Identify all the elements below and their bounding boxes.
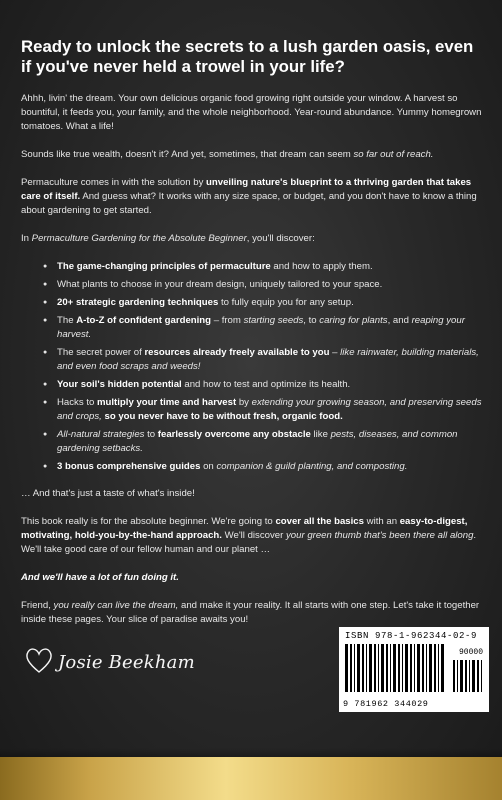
barcode-stripe xyxy=(405,644,408,692)
barcode-stripe xyxy=(438,644,439,692)
barcode-stripe xyxy=(481,660,482,692)
barcode-stripe xyxy=(472,660,475,692)
list-item: ● Hacks to multiply your time and harvest by extending your growing season, and preserving seeds and crops, so you never have to be without fresh, organic food. xyxy=(43,396,485,424)
beginner-paragraph: This book really is for the absolute beginner. We're going to cover all the basics with an easy-to-digest, motivating, hold-you-by-the-hand approach. We'll discover your green thumb that's been there all along. We'll take good care of our fellow human and our planet … xyxy=(21,516,477,555)
barcode-digits: 9 781962 344029 xyxy=(343,699,429,709)
blurb-content xyxy=(21,37,485,641)
barcode-stripe xyxy=(460,660,463,692)
isbn-label: ISBN 978-1-962344-02-9 xyxy=(345,631,478,641)
permaculture-paragraph: Permaculture comes in with the solution by unveiling nature's blueprint to a thriving garden that takes care of itself. And guess what? It works with any size space, or budget, and you don't have to know a thing about gardening to get started. xyxy=(21,177,477,216)
intro-paragraph: Ahhh, livin' the dream. Your own delicious organic food growing right outside your window. A harvest so bountiful, it feeds you, your family, and the whole neighborhood. Year-round abundance. Yummy homegrown tomatoes. What a life! xyxy=(21,93,482,132)
barcode-stripe xyxy=(426,644,427,692)
barcode-stripe xyxy=(453,660,455,692)
headline: Ready to unlock the secrets to a lush garden oasis, even if you've never held a trowel in your life? xyxy=(21,37,474,76)
barcode-stripe xyxy=(417,644,420,692)
price-addon: 90000 xyxy=(458,648,483,657)
wealth-paragraph: Sounds like true wealth, doesn't it? And yet, sometimes, that dream can seem so far out of reach. xyxy=(21,149,434,160)
benefits-list xyxy=(21,260,485,474)
barcode-stripe xyxy=(393,644,396,692)
barcode-stripe xyxy=(366,644,367,692)
list-item: ● All-natural strategies to fearlessly overcome any obstacle like pests, diseases, and common gardening setbacks. xyxy=(43,428,485,456)
barcode-stripe xyxy=(410,644,412,692)
barcode-stripe xyxy=(429,644,432,692)
barcode-stripe xyxy=(350,644,352,692)
barcode-stripe xyxy=(402,644,403,692)
barcode-stripe xyxy=(434,644,436,692)
barcode-stripe xyxy=(457,660,458,692)
barcode-stripe xyxy=(477,660,479,692)
taste-paragraph: … And that's just a taste of what's inside! xyxy=(21,488,195,499)
list-item: ● 3 bonus comprehensive guides on companion & guild planting, and composting. xyxy=(43,460,485,474)
signature-text: Josie Beekham xyxy=(58,651,195,673)
addon-bars xyxy=(453,660,483,692)
barcode-stripe xyxy=(441,644,444,692)
barcode-stripe xyxy=(381,644,384,692)
barcode-stripe xyxy=(362,644,364,692)
list-item: ● The A-to-Z of confident gardening – from starting seeds, to caring for plants, and reaping your harvest. xyxy=(43,314,485,342)
list-item: ● The secret power of resources already freely available to you – like rainwater, building materials, and even food scraps and weeds! xyxy=(43,346,485,374)
barcode-stripe xyxy=(378,644,379,692)
list-item: ● 20+ strategic gardening techniques to fully equip you for any setup. xyxy=(43,296,485,310)
barcode-stripe xyxy=(469,660,470,692)
barcode-stripe xyxy=(374,644,376,692)
barcode-stripe xyxy=(386,644,388,692)
closing-paragraph: Friend, you really can live the dream, and make it your reality. It all starts with one step. Let's take it together inside these pages. Your slice of paradise awaits you! xyxy=(21,600,480,625)
list-item: ● What plants to choose in your dream design, uniquely tailored to your space. xyxy=(43,278,485,292)
author-signature xyxy=(22,641,197,683)
barcode-stripe xyxy=(345,644,348,692)
heart-icon xyxy=(22,643,56,682)
list-item: ● Your soil's hidden potential and how to test and optimize its health. xyxy=(43,378,485,392)
barcode-bars xyxy=(345,644,445,692)
fun-paragraph: And we'll have a lot of fun doing it. xyxy=(21,572,179,583)
barcode-stripe xyxy=(465,660,467,692)
barcode-stripe xyxy=(414,644,415,692)
barcode-stripe xyxy=(422,644,424,692)
discover-paragraph: In Permaculture Gardening for the Absolute Beginner, you'll discover: xyxy=(21,233,315,244)
isbn-barcode xyxy=(339,627,489,712)
barcode-stripe xyxy=(398,644,400,692)
barcode-stripe xyxy=(354,644,355,692)
gold-band xyxy=(0,757,502,800)
list-item: ● The game-changing principles of permaculture and how to apply them. xyxy=(43,260,485,274)
barcode-stripe xyxy=(390,644,391,692)
barcode-stripe xyxy=(357,644,360,692)
barcode-stripe xyxy=(369,644,372,692)
